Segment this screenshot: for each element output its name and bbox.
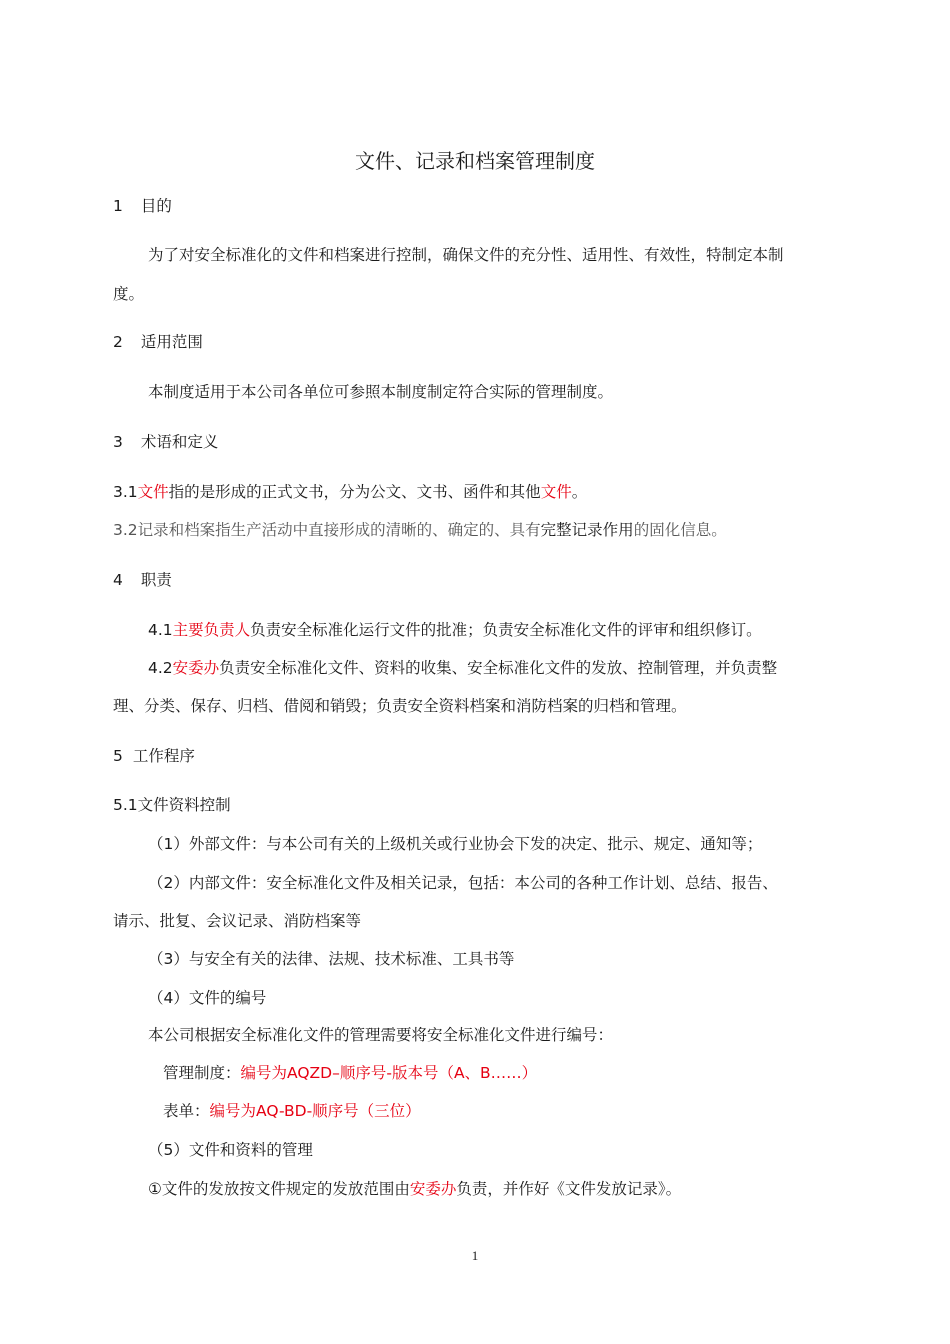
section-number: 2 [113,333,123,351]
section-4-heading [113,570,172,590]
clause-text: 指的是形成的正式文书，分为公文、文书、函件和其他 [168,483,541,501]
clause-text: 完整记录作用 [540,521,634,539]
highlight-term: 安委办 [409,1180,457,1198]
highlight-term: 主要负责人 [172,621,251,639]
definition-3-1 [113,482,587,502]
item-2-continued: 请示、批复、会议记录、消防档案等 [113,912,362,930]
clause-number: 3.1 [113,483,138,501]
clause-number: 3.2 [113,521,138,539]
section-number: 4 [113,571,123,589]
section-1-paragraph-line-2: 度。 [113,285,145,303]
page-number: 1 [471,1248,479,1263]
item-3-laws-and-standards: （3）与安全有关的法律、法规、技术标准、工具书等 [148,950,515,968]
rule-label: 管理制度： [163,1064,241,1082]
clause-text: ①文件的发放按文件规定的发放范围由 [148,1180,410,1198]
section-2-paragraph: 本制度适用于本公司各单位可参照本制度制定符合实际的管理制度。 [148,383,614,401]
clause-text: 的固化信息。 [633,521,727,539]
rule-value: 编号为AQZD–顺序号-版本号（A、B……） [240,1064,538,1082]
document-title: 文件、记录和档案管理制度 [355,149,595,173]
section-number: 5 [113,747,123,765]
numbering-rule-management [163,1063,537,1083]
clause-number: 4.1 [148,621,173,639]
section-title: 目的 [140,197,172,215]
section-title: 工作程序 [132,747,195,765]
item-5-document-management: （5）文件和资料的管理 [148,1141,313,1159]
highlight-term: 文件 [540,483,572,501]
clause-text: 负责安全标准化运行文件的批准；负责安全标准化文件的评审和组织修订。 [250,621,762,639]
item-5-paragraph-1 [148,1179,681,1199]
item-2-internal-documents: （2）内部文件：安全标准化文件及相关记录，包括：本公司的各种工作计划、总结、报告、 [148,874,778,892]
duty-4-2 [148,658,777,678]
clause-text: 负责，并作好《文件发放记录》。 [456,1180,682,1198]
section-number: 3 [113,433,123,451]
subsection-5-1-heading: 5.1文件资料控制 [113,796,231,814]
rule-label: 表单： [163,1102,210,1120]
section-5-heading [113,746,195,766]
highlight-term: 安委办 [172,659,220,677]
section-title: 职责 [140,571,172,589]
section-1-paragraph-line-1: 为了对安全标准化的文件和档案进行控制，确保文件的充分性、适用性、有效性，特制定本制 [148,246,784,264]
clause-text: 。 [571,483,588,501]
section-number: 1 [113,197,123,215]
section-title: 适用范围 [140,333,203,351]
section-2-heading [113,332,203,352]
definition-3-2 [113,520,727,540]
duty-4-1 [148,620,762,640]
rule-value: 编号为AQ-BD-顺序号（三位） [209,1102,421,1120]
clause-text: 负责安全标准化文件、资料的收集、安全标准化文件的发放、控制管理，并负责整 [219,659,778,677]
section-3-heading [113,432,218,452]
section-title: 术语和定义 [140,433,219,451]
clause-text: 记录和档案指生产活动中直接形成的清晰的、确定的、具有 [137,521,541,539]
item-4-document-numbering: （4）文件的编号 [148,989,267,1007]
clause-number: 4.2 [148,659,173,677]
item-1-external-documents: （1）外部文件：与本公司有关的上级机关或行业协会下发的决定、批示、规定、通知等； [148,835,763,853]
numbering-rule-form [163,1101,421,1121]
numbering-paragraph: 本公司根据安全标准化文件的管理需要将安全标准化文件进行编号： [148,1026,614,1044]
section-1-heading [113,196,172,216]
highlight-term: 文件 [137,483,169,501]
duty-4-2-continued: 理、分类、保存、归档、借阅和销毁；负责安全资料档案和消防档案的归档和管理。 [113,697,687,715]
